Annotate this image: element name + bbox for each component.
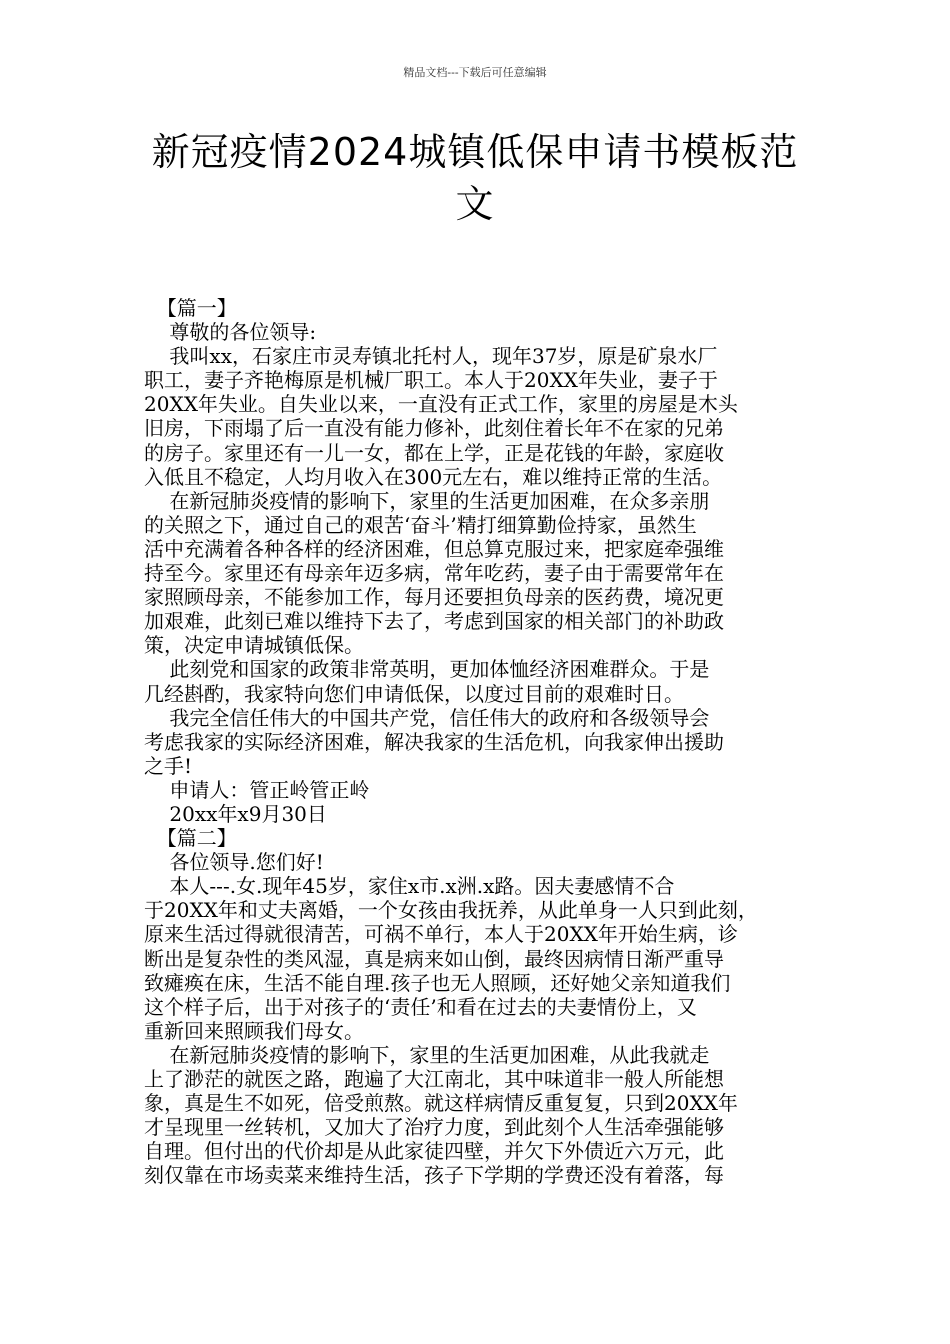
document-body — [144, 296, 816, 1187]
text-line: 的房子。家里还有一儿一女，都在上学，正是花钱的年龄，家庭收 — [144, 440, 724, 465]
text-line: 各位领导.您们好! — [144, 850, 324, 875]
text-line: 【篇一】 — [144, 296, 237, 320]
text-line: 申请人：管正岭管正岭 — [144, 777, 370, 802]
text-line: 这个样子后，出于对孩子的‘责任’和看在过去的夫妻情份上，又 — [144, 994, 697, 1019]
text-line: 20XX年失业。自失业以来，一直没有正式工作，家里的房屋是木头 — [144, 392, 738, 417]
text-line: 才呈现里一丝转机，又加大了治疗力度，到此刻个人生活牵强能够 — [144, 1115, 724, 1140]
text-line: 本人---.女.现年45岁，家住x市.x洲.x路。因夫妻感情不合 — [144, 874, 675, 899]
text-line: 在新冠肺炎疫情的影响下，家里的生活更加困难，在众多亲朋 — [144, 488, 710, 513]
text-line: 持至今。家里还有母亲年迈多病，常年吃药，妻子由于需要常年在 — [144, 561, 724, 586]
text-line: 加艰难，此刻已难以维持下去了，考虑到国家的相关部门的补助政 — [144, 609, 724, 634]
text-line: 职工，妻子齐艳梅原是机械厂职工。本人于20XX年失业，妻子于 — [144, 368, 718, 393]
text-line: 考虑我家的实际经济困难，解决我家的生活危机，向我家伸出援助 — [144, 729, 724, 754]
text-line: 我完全信任伟大的中国共产党，信任伟大的政府和各级领导会 — [144, 705, 710, 730]
text-line: 尊敬的各位领导: — [144, 320, 317, 345]
text-line: 上了渺茫的就医之路，跑遍了大江南北，其中味道非一般人所能想 — [144, 1067, 724, 1091]
text-line: 几经斟酌，我家特向您们申请低保，以度过目前的艰难时日。 — [144, 681, 684, 706]
text-line: 活中充满着各种各样的经济困难，但总算克服过来，把家庭牵强维 — [144, 536, 724, 561]
text-line: 20xx年x9月30日 — [144, 801, 327, 826]
document-title — [140, 126, 810, 230]
text-line: 家照顾母亲，不能参加工作，每月还要担负母亲的医药费，境况更 — [144, 585, 724, 610]
title-line-2: 文 — [455, 182, 495, 226]
text-line: 【篇二】 — [144, 826, 237, 851]
title-line-1: 新冠疫情2024城镇低保申请书模板范 — [151, 130, 799, 174]
text-line: 于20XX年和丈夫离婚，一个女孩由我抚养，从此单身一人只到此刻， — [144, 898, 758, 923]
text-line: 我叫xx，石家庄市灵寿镇北托村人，现年37岁，原是矿泉水厂 — [144, 344, 718, 369]
text-line: 断出是复杂性的类风湿，真是病来如山倒，最终因病情日渐严重导 — [144, 946, 724, 971]
text-line: 象，真是生不如死，倍受煎熬。就这样病情反重复复，只到20XX年 — [144, 1091, 738, 1116]
text-line: 的关照之下，通过自己的艰苦‘奋斗’精打细算勤俭持家，虽然生 — [144, 512, 697, 537]
text-line: 入低且不稳定，人均月收入在300元左右，难以维持正常的生活。 — [144, 464, 723, 489]
text-line: 此刻党和国家的政策非常英明，更加体恤经济困难群众。于是 — [144, 657, 710, 682]
text-line: 原来生活过得就很清苦，可祸不单行，本人于20XX年开始生病，诊 — [144, 922, 738, 947]
text-line: 策，决定申请城镇低保。 — [144, 633, 364, 658]
text-line: 在新冠肺炎疫情的影响下，家里的生活更加困难，从此我就走 — [144, 1042, 710, 1067]
text-line: 自理。但付出的代价却是从此家徒四壁，并欠下外债近六万元，此 — [144, 1139, 724, 1164]
text-line: 重新回来照顾我们母女。 — [144, 1018, 364, 1043]
text-line: 致瘫痪在床，生活不能自理.孩子也无人照顾，还好她父亲知道我们 — [144, 970, 731, 995]
text-line: 旧房，下雨塌了后一直没有能力修补，此刻住着长年不在家的兄弟 — [144, 416, 724, 441]
text-line: 刻仅靠在市场卖菜来维持生活，孩子下学期的学费还没有着落，每 — [144, 1163, 724, 1188]
header-note: 精品文档---下载后可任意编辑 — [403, 66, 547, 79]
text-line: 之手! — [144, 753, 193, 778]
